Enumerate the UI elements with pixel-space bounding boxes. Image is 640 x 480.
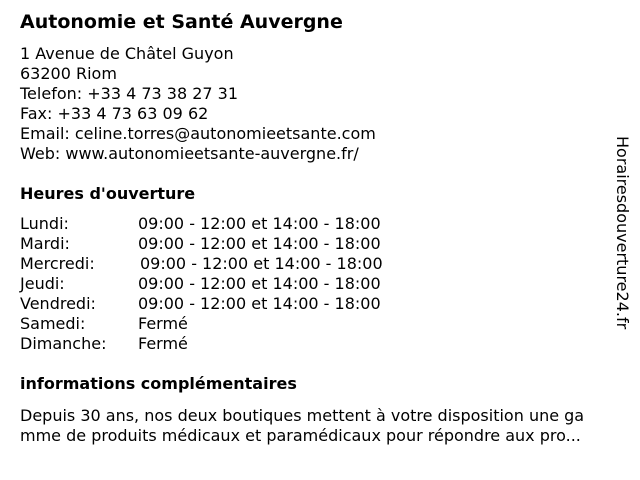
day-label: Mercredi: xyxy=(20,254,95,273)
day-label: Dimanche: xyxy=(20,334,107,353)
address-city: 63200 Riom xyxy=(20,64,117,83)
address-street: 1 Avenue de Châtel Guyon xyxy=(20,44,234,63)
hours-value: 09:00 - 12:00 et 14:00 - 18:00 xyxy=(138,214,381,233)
business-name: Autonomie et Santé Auvergne xyxy=(20,11,343,33)
description-line: Depuis 30 ans, nos deux boutiques mettent à votre disposition une ga xyxy=(20,406,585,425)
day-label: Samedi: xyxy=(20,314,86,333)
info-heading: informations complémentaires xyxy=(20,374,297,393)
site-watermark xyxy=(612,136,632,346)
info-description xyxy=(20,406,632,446)
contact-block xyxy=(20,44,376,164)
hours-value: 09:00 - 12:00 et 14:00 - 18:00 xyxy=(140,254,383,273)
email-line: Email: celine.torres@autonomieetsante.com xyxy=(20,124,376,143)
hours-heading: Heures d'ouverture xyxy=(20,184,196,203)
hours-value: 09:00 - 12:00 et 14:00 - 18:00 xyxy=(138,274,381,293)
watermark-text: Horairesdouverture24.fr xyxy=(613,136,632,330)
day-label: Vendredi: xyxy=(20,294,96,313)
hours-value: 09:00 - 12:00 et 14:00 - 18:00 xyxy=(138,234,381,253)
fax-line: Fax: +33 4 73 63 09 62 xyxy=(20,104,209,123)
hours-value: Fermé xyxy=(138,334,188,353)
description-line: mme de produits médicaux et paramédicaux pour répondre aux pro... xyxy=(20,426,581,445)
day-label: Jeudi: xyxy=(20,274,65,293)
day-label: Lundi: xyxy=(20,214,69,233)
phone-line: Telefon: +33 4 73 38 27 31 xyxy=(20,84,239,103)
day-label: Mardi: xyxy=(20,234,70,253)
hours-value: Fermé xyxy=(138,314,188,333)
web-line: Web: www.autonomieetsante-auvergne.fr/ xyxy=(20,144,359,163)
hours-value: 09:00 - 12:00 et 14:00 - 18:00 xyxy=(138,294,381,313)
